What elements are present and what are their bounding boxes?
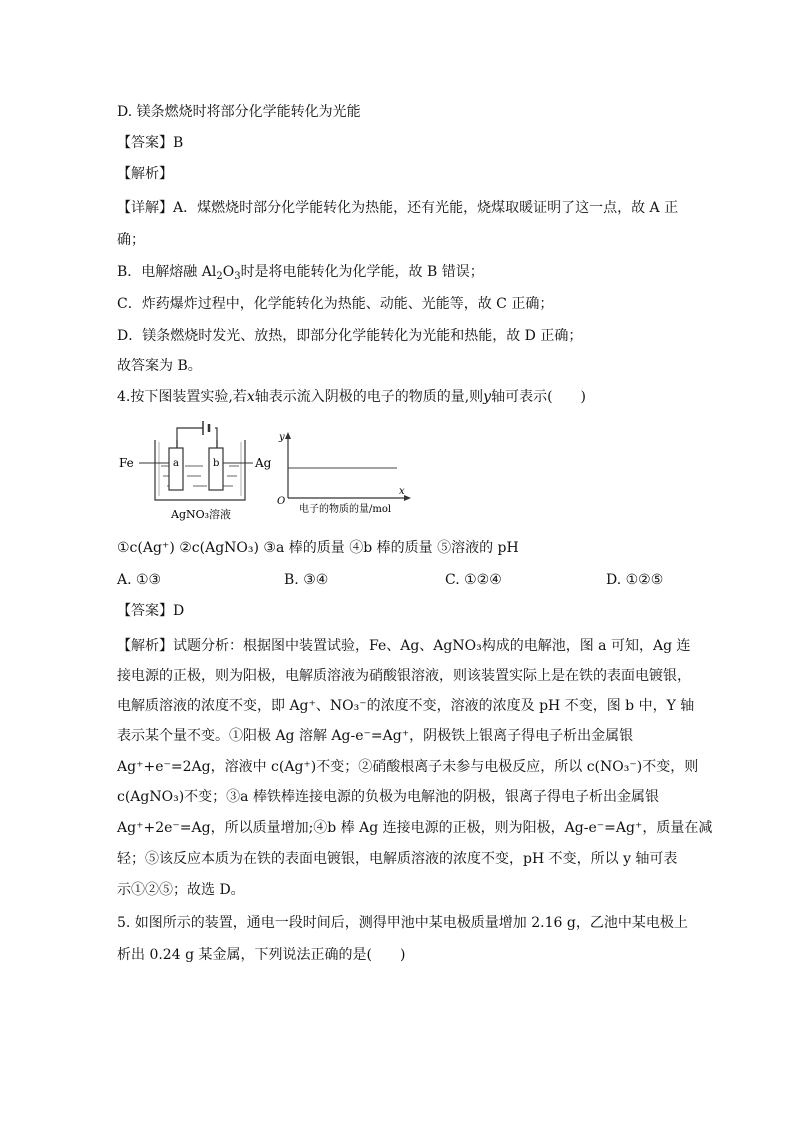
origin-label: O [277,496,286,507]
q5-stem-2: 析出 0.24 g 某金属，下列说法正确的是( ) [117,947,406,963]
ag-label: Ag [255,456,272,470]
subscript: 3 [234,271,241,282]
q4-option-d: D. ①②⑤ [606,572,664,588]
x-axis-arrow [404,495,411,501]
y-axis-arrow [285,432,291,439]
x-axis-title: 电子的物质的量/mol [299,504,392,515]
q4-stem-text: 轴可表示( ) [491,389,587,405]
q5-stem-1: 5. 如图所示的装置，通电一段时间后，测得甲池中某电极质量增加 2.16 g，乙池中某电极上 [117,915,688,931]
analysis-row-6: c(AgNO₃)不变；③a 棒铁棒连接电源的负极为电解池的阴极，银离子得电子析出金属银 [117,789,659,805]
detail-row-2: 确； [117,232,145,248]
answer-row-1 [117,133,183,153]
x-axis-label: x [399,486,405,497]
solution-label: AgNO₃溶液 [171,508,232,521]
detail-3-text: B．电解熔融 Al [117,264,217,280]
detail-row-3 [117,262,484,282]
detail-row-1 [117,198,678,218]
analysis-row-5: Ag⁺+e⁻=2Ag，溶液中 c(Ag⁺)不变；②硝酸根离子未参与电极反应，所以 c(NO₃⁻)不变，则 [117,759,699,775]
detail-text: A．煤燃烧时部分化学能转化为热能，还有光能，烧煤取暖证明了这一点，故 A 正 [173,200,679,216]
q4-option-b: B. ③④ [284,572,329,588]
q4-stem-var: y [483,389,492,405]
analysis-label: 【解析】 [117,638,173,654]
q4-option-a: A. ①③ [117,572,162,588]
answer-row-2 [117,601,184,621]
q4-items: ①c(Ag⁺) ②c(AgNO₃) ③a 棒的质量 ④b 棒的质量 ⑤溶液的 pH [117,540,519,556]
electrode-b-label: b [213,458,220,469]
detail-row-6: 故答案为 B。 [117,358,202,374]
detail-label: 【详解】 [117,200,173,216]
detail-row-5: D．镁条燃烧时发光、放热，即部分化学能转化为光能和热能，故 D 正确； [117,328,583,344]
answer-label: 【答案】 [117,135,173,151]
q4-stem-text: 轴表示流入阴极的电子的物质的量,则 [254,389,484,405]
analysis-row-4: 表示某个量不变。①阳极 Ag 溶解 Ag-e⁻=Ag⁺，阴极铁上银离子得电子析出金属银 [117,728,634,744]
analysis-row-9: 示①②⑤；故选 D。 [117,882,245,898]
detail-row-4: C．炸药爆炸过程中，化学能转化为热能、动能、光能等，故 C 正确； [117,296,554,312]
detail-3-text: 时是将电能转化为化学能，故 B 错误； [240,264,484,280]
electrode-a-label: a [173,458,179,469]
electrode-a [169,448,183,490]
answer-value: D [173,603,185,619]
detail-3-text: O [222,264,235,280]
q4-stem-text: 4.按下图装置实验,若 [117,389,247,405]
analysis-label: 【解析】 [117,166,173,182]
fe-label: Fe [119,456,134,470]
electrode-b [209,448,223,490]
analysis-text: 试题分析：根据图中装置试验，Fe、Ag、AgNO₃构成的电解池，图 a 可知，Ag 连 [173,638,691,654]
q4-stem [117,387,586,407]
y-axis-label: y [279,432,285,443]
answer-label: 【答案】 [117,603,173,619]
analysis-row-8: 轻；⑤该反应本质为在铁的表面电镀银，电解质溶液的浓度不变，pH 不变，所以 y 轴可表 [117,851,678,867]
q4-figure [117,418,417,528]
analysis-row-3: 电解质溶液的浓度不变，即 Ag⁺、NO₃⁻的浓度不变，溶液的浓度及 pH 不变，图 b 中，Y 轴 [117,698,695,714]
q3-option-d: D. 镁条燃烧时将部分化学能转化为光能 [117,104,361,120]
analysis-row-1 [117,636,691,656]
subscript: 2 [216,271,223,282]
q4-stem-var: x [246,389,255,405]
q4-option-c: C. ①②④ [445,572,502,588]
answer-value: B [173,135,184,151]
analysis-row-7: Ag⁺+2e⁻=Ag，所以质量增加;④b 棒 Ag 连接电源的正极，则为阳极，Ag-e⁻=Ag⁺，质量在减 [117,820,713,836]
analysis-row-2: 接电源的正极，则为阳极，电解质溶液为硝酸银溶液，则该装置实际上是在铁的表面电镀银， [117,668,691,684]
